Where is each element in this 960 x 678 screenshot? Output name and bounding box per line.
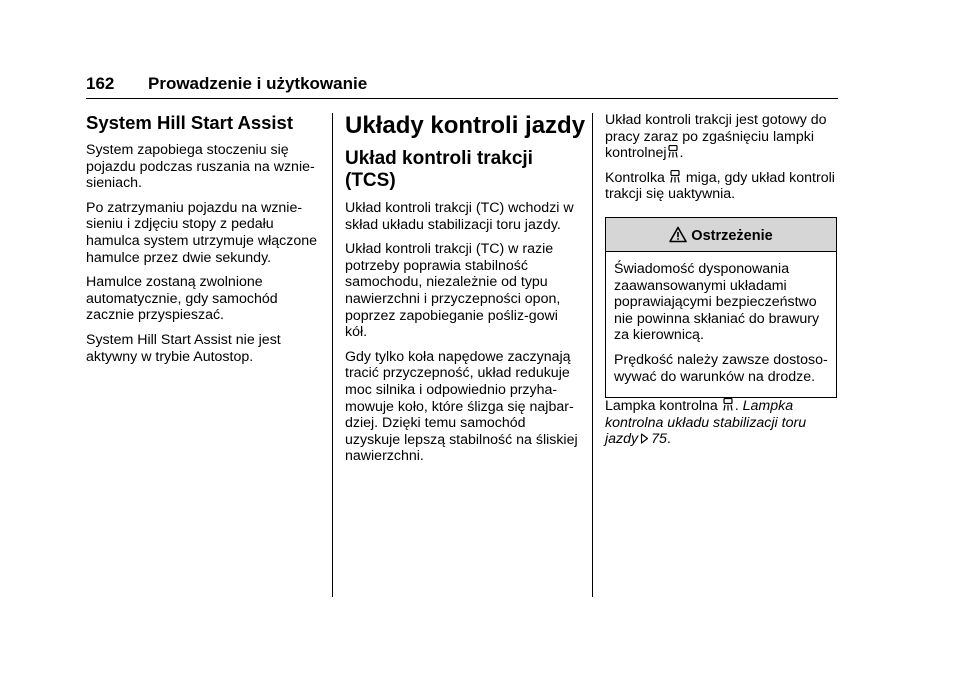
column-divider-1	[332, 113, 333, 597]
traction-control-icon	[670, 170, 680, 183]
chapter-title: Układy kontroli jazdy	[345, 112, 586, 139]
warning-triangle-icon	[669, 226, 687, 243]
paragraph: System Hill Start Assist nie jest aktywny w trybie Autostop.	[86, 331, 281, 365]
column-hill-start	[86, 112, 322, 373]
paragraph: Gdy tylko koła napędowe zaczynają tracić przyczepność, układ redukuje moc silnika i odpowiednio przyha-mowuje koło, które ślizga się najbar-dziej. Dzięki temu samochód uzyskuje lepszą stabilność na śliskiej nawierzchni.	[345, 348, 578, 465]
ref-separator: .	[734, 398, 739, 415]
hill-start-title: System Hill Start Assist	[86, 112, 294, 133]
paragraph-text: Kontrolka	[605, 169, 665, 186]
ref-link[interactable]: Lampka kontrolna układu stabilizacji toru jazdy	[605, 398, 807, 448]
paragraph: System zapobiega stoczeniu się pojazdu podczas ruszania na wznie-sieniach.	[86, 142, 315, 192]
page-number: 162	[86, 74, 115, 93]
traction-control-icon	[723, 398, 733, 411]
section-title: Prowadzenie i użytkowanie	[148, 74, 368, 93]
ref-lead: Lampka kontrolna	[605, 398, 718, 415]
warning-box	[605, 217, 837, 398]
paragraph-end: .	[679, 145, 684, 162]
paragraph	[605, 112, 841, 162]
paragraph-text: miga, gdy układ kontroli trakcji się uaktywnia.	[605, 169, 835, 203]
paragraph-text: Układ kontroli trakcji jest gotowy do pracy zaraz po zgaśnięciu lampki kontrolnej	[605, 112, 827, 162]
warning-header	[606, 218, 836, 252]
column-traction-control	[345, 112, 586, 473]
ref-end: .	[666, 431, 671, 448]
page-header	[86, 74, 838, 94]
paragraph: Układ kontroli trakcji (TC) w razie potrzeby poprawia stabilność samochodu, niezależnie od typu nawierzchni i przyczepności opon, poprzez zapobieganie pośliz-gowi kół.	[345, 241, 561, 341]
paragraph	[605, 170, 841, 203]
ref-page-number[interactable]: 75	[651, 431, 667, 448]
paragraph: Świadomość dysponowania zaawansowanymi układami poprawiającymi bezpieczeństwo nie powinna skłaniać do brawury za kierownicą.	[614, 260, 820, 344]
paragraph: Układ kontroli trakcji (TC) wchodzi w skład układu stabilizacji toru jazdy.	[345, 200, 574, 233]
section-subtitle: Układ kontroli trakcji (TCS)	[345, 148, 533, 191]
paragraph: Hamulce zostaną zwolnione automatycznie, gdy samochód zacznie przyspieszać.	[86, 274, 278, 324]
paragraph: Po zatrzymaniu pojazdu na wznie-sieniu i zdjęciu stopy z pedału hamulca system utrzymuje włączone hamulce przez dwie sekundy.	[86, 199, 318, 266]
cross-reference	[605, 398, 841, 448]
paragraph: Prędkość należy zawsze dostoso-wywać do warunków na drodze.	[614, 351, 828, 385]
column-divider-2	[592, 113, 593, 597]
traction-control-icon	[668, 145, 678, 158]
warning-title: Ostrzeżenie	[691, 227, 773, 244]
page-reference-arrow-icon	[640, 433, 649, 444]
warning-body	[606, 252, 836, 397]
header-rule	[86, 98, 838, 99]
column-traction-status	[605, 112, 841, 456]
